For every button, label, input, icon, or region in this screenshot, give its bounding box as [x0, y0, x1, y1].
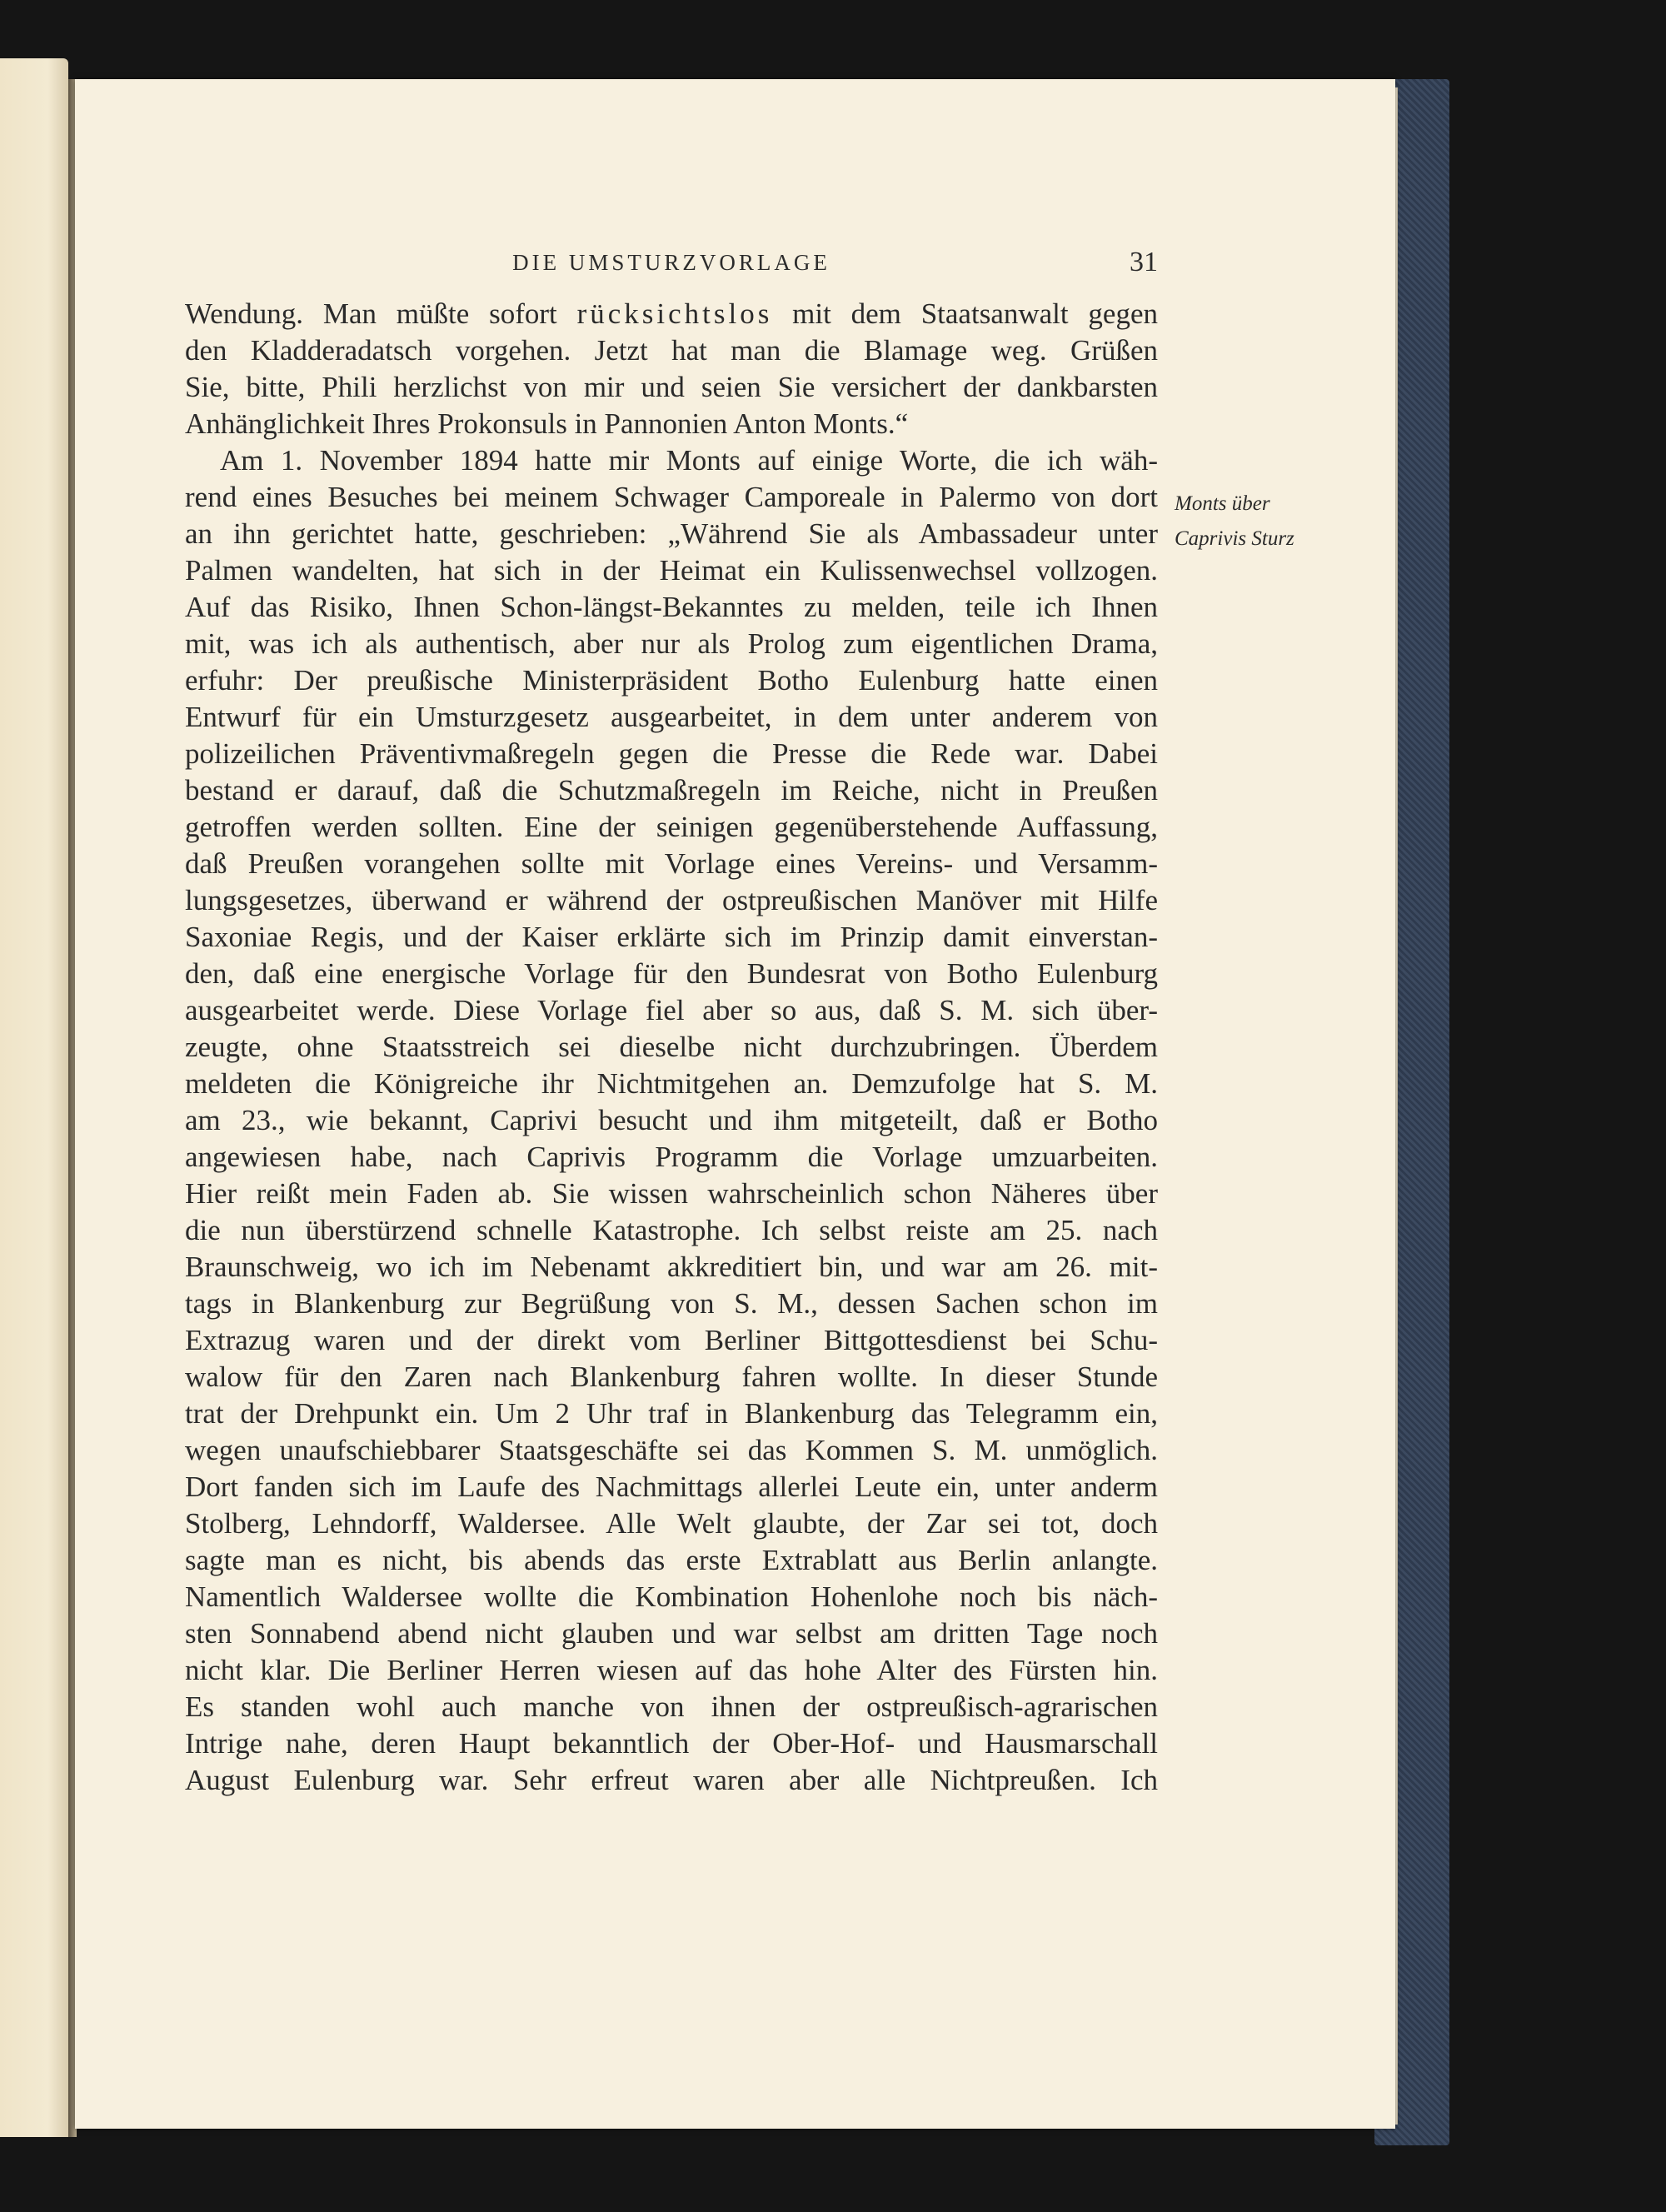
text-line: Am 1. November 1894 hatte mir Monts auf einige Worte, die ich wäh-	[220, 444, 1158, 477]
text-line: Extrazug waren und der direkt vom Berliner Bittgottesdienst bei Schu-	[185, 1324, 1158, 1356]
text-line: die nun überstürzend schnelle Katastrophe. Ich selbst reiste am 25. nach	[185, 1214, 1158, 1246]
text-line: Braunschweig, wo ich im Nebenamt akkreditiert bin, und war am 26. mit-	[185, 1251, 1158, 1283]
text-line	[185, 296, 1158, 332]
text-line: sagte man es nicht, bis abends das erste Extrablatt aus Berlin anlangte.	[185, 1544, 1158, 1576]
text-line: Entwurf für ein Umsturzgesetz ausgearbeitet, in dem unter anderem von	[185, 701, 1158, 733]
text-line: sten Sonnabend abend nicht glauben und war selbst am dritten Tage noch	[185, 1617, 1158, 1650]
text-line: rend eines Besuches bei meinem Schwager Camporeale in Palermo von dort	[185, 481, 1158, 513]
text-fragment: Man müßte sofort	[322, 297, 557, 330]
text-line: angewiesen habe, nach Caprivis Programm die Vorlage umzuarbeiten.	[185, 1141, 1158, 1173]
text-line: an ihn gerichtet hatte, geschrieben: „Während Sie als Ambassadeur unter	[185, 517, 1158, 550]
text-line: nicht klar. Die Berliner Herren wiesen auf das hohe Alter des Fürsten hin.	[185, 1654, 1158, 1686]
text-line: Stolberg, Lehndorff, Waldersee. Alle Welt glaubte, der Zar sei tot, doch	[185, 1507, 1158, 1540]
marginal-note-line: Monts über	[1175, 492, 1270, 515]
marginal-note	[1175, 487, 1358, 557]
text-line: Namentlich Waldersee wollte die Kombination Hohenlohe noch bis näch-	[185, 1580, 1158, 1613]
text-line: Palmen wandelten, hat sich in der Heimat ein Kulissenwechsel vollzogen.	[185, 554, 1158, 587]
text-line: am 23., wie bekannt, Caprivi besucht und ihm mitgeteilt, daß er Botho	[185, 1104, 1158, 1136]
emphasized-word: rücksichtslos	[576, 297, 773, 330]
text-line: zeugte, ohne Staatsstreich sei dieselbe nicht durchzubringen. Überdem	[185, 1031, 1158, 1063]
text-fragment: mit dem Staatsanwalt gegen	[792, 297, 1158, 330]
text-line: wegen unaufschiebbarer Staatsgeschäfte sei das Kommen S. M. unmöglich.	[185, 1434, 1158, 1466]
text-line: Dort fanden sich im Laufe des Nachmittags allerlei Leute ein, unter anderm	[185, 1471, 1158, 1503]
text-line: Intrige nahe, deren Haupt bekanntlich der Ober-Hof- und Hausmarschall	[185, 1727, 1158, 1760]
text-line: mit, was ich als authentisch, aber nur als Prolog zum eigentlichen Drama,	[185, 627, 1158, 660]
text-line: August Eulenburg war. Sehr erfreut waren aber alle Nichtpreußen. Ich	[185, 1764, 1158, 1796]
text-line: Auf das Risiko, Ihnen Schon-längst-Bekanntes zu melden, teile ich Ihnen	[185, 591, 1158, 623]
body-text	[185, 296, 1158, 1799]
text-line: Saxoniae Regis, und der Kaiser erklärte sich im Prinzip damit einverstan-	[185, 921, 1158, 953]
text-line: daß Preußen vorangehen sollte mit Vorlage eines Vereins- und Versamm-	[185, 847, 1158, 880]
text-line: Hier reißt mein Faden ab. Sie wissen wahrscheinlich schon Näheres über	[185, 1177, 1158, 1210]
text-line: Anhänglichkeit Ihres Prokonsuls in Pannonien Anton Monts.“	[185, 407, 909, 440]
text-line: Es standen wohl auch manche von ihnen der ostpreußisch-agrarischen	[185, 1690, 1158, 1723]
text-line: den Kladderadatsch vorgehen. Jetzt hat man die Blamage weg. Grüßen	[185, 334, 1158, 367]
text-line: walow für den Zaren nach Blankenburg fahren wollte. In dieser Stunde	[185, 1361, 1158, 1393]
text-line: lungsgesetzes, überwand er während der ostpreußischen Manöver mit Hilfe	[185, 884, 1158, 916]
text-line: tags in Blankenburg zur Begrüßung von S. M., dessen Sachen schon im	[185, 1287, 1158, 1320]
page-number: 31	[1130, 247, 1158, 277]
text-line: getroffen werden sollten. Eine der seinigen gegenüberstehende Auffassung,	[185, 811, 1158, 843]
text-line: trat der Drehpunkt ein. Um 2 Uhr traf in Blankenburg das Telegramm ein,	[185, 1397, 1158, 1430]
previous-page-sliver	[0, 58, 68, 2137]
text-line: den, daß eine energische Vorlage für den Bundesrat von Botho Eulenburg	[185, 957, 1158, 990]
marginal-note-line: Caprivis Sturz	[1175, 527, 1294, 550]
text-line: ausgearbeitet werde. Diese Vorlage fiel aber so aus, daß S. M. sich über-	[185, 994, 1158, 1026]
running-title: DIE UMSTURZVORLAGE	[512, 250, 831, 275]
text-line: polizeilichen Präventivmaßregeln gegen die Presse die Rede war. Dabei	[185, 737, 1158, 770]
running-head	[185, 247, 1158, 285]
text-line: meldeten die Königreiche ihr Nichtmitgehen an. Demzufolge hat S. M.	[185, 1067, 1158, 1100]
text-line: bestand er darauf, daß die Schutzmaßregeln im Reiche, nicht in Preußen	[185, 774, 1158, 806]
text-line: Sie, bitte, Phili herzlichst von mir und seien Sie versichert der dankbarsten	[185, 371, 1158, 403]
text-line: erfuhr: Der preußische Ministerpräsident Botho Eulenburg hatte einen	[185, 664, 1158, 697]
text-fragment: Wendung.	[185, 297, 304, 330]
